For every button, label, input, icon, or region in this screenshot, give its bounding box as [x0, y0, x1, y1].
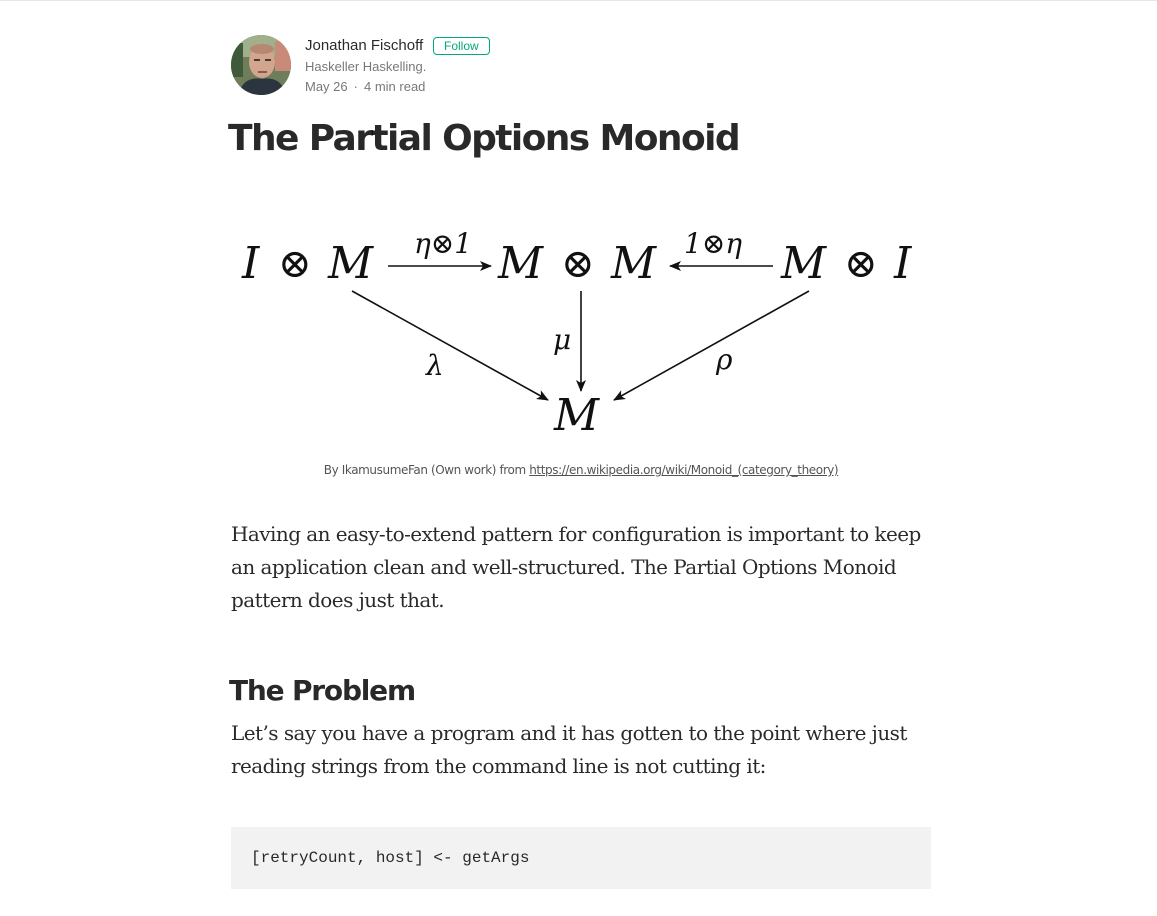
- problem-paragraph: Let’s say you have a program and it has gotten to the point where just reading strings from the command line is not cutting it:: [231, 721, 907, 778]
- top-divider: [0, 0, 1157, 1]
- diagram-arrow-rho: [614, 291, 809, 400]
- diagram-arrow-lambda: [352, 291, 548, 400]
- author-name[interactable]: Jonathan Fischoff: [305, 37, 424, 54]
- author-block: [231, 35, 931, 97]
- monoid-diagram[interactable]: [0, 215, 1157, 445]
- follow-button[interactable]: Follow: [433, 37, 490, 55]
- diagram-M-4: M: [781, 238, 827, 289]
- diagram-label-lambda: λ: [426, 349, 444, 382]
- post-date[interactable]: May 26: [305, 79, 348, 94]
- author-bio: Haskeller Haskelling.: [305, 59, 427, 74]
- read-time: 4 min read: [363, 79, 426, 94]
- code-block[interactable]: [retryCount, host] <- getArgs: [231, 827, 931, 889]
- diagram-M-bottom: M: [554, 390, 600, 441]
- diagram-label-rho: ρ: [716, 343, 733, 376]
- diagram-label-mu: μ: [553, 323, 572, 356]
- diagram-label-1-eta: 1⊗η: [684, 227, 743, 260]
- caption-text: By IkamusumeFan (Own work) from: [323, 463, 530, 477]
- meta-separator: ·: [353, 79, 358, 94]
- intro-paragraph: Having an easy-to-extend pattern for configuration is important to keep an application clean and well-structured. The Partial Options Monoid pattern does just that.: [231, 522, 921, 612]
- figure-caption: [231, 463, 931, 477]
- diagram-I-right: I: [894, 238, 912, 289]
- diagram-tensor-2: ⊗: [561, 241, 595, 287]
- diagram-label-eta-1: η⊗1: [414, 227, 473, 260]
- article-title: The Partial Options Monoid: [228, 118, 739, 159]
- caption-link[interactable]: https://en.wikipedia.org/wiki/Monoid_(category_theory): [529, 463, 839, 477]
- diagram-tensor-3: ⊗: [844, 241, 878, 287]
- section-heading: The Problem: [229, 674, 415, 707]
- author-avatar[interactable]: [231, 35, 291, 95]
- diagram-I-left: I: [242, 238, 260, 289]
- post-meta: [305, 79, 425, 94]
- diagram-M-3: M: [611, 238, 657, 289]
- diagram-M-2: M: [498, 238, 544, 289]
- diagram-M-1: M: [328, 238, 374, 289]
- diagram-tensor-1: ⊗: [278, 241, 312, 287]
